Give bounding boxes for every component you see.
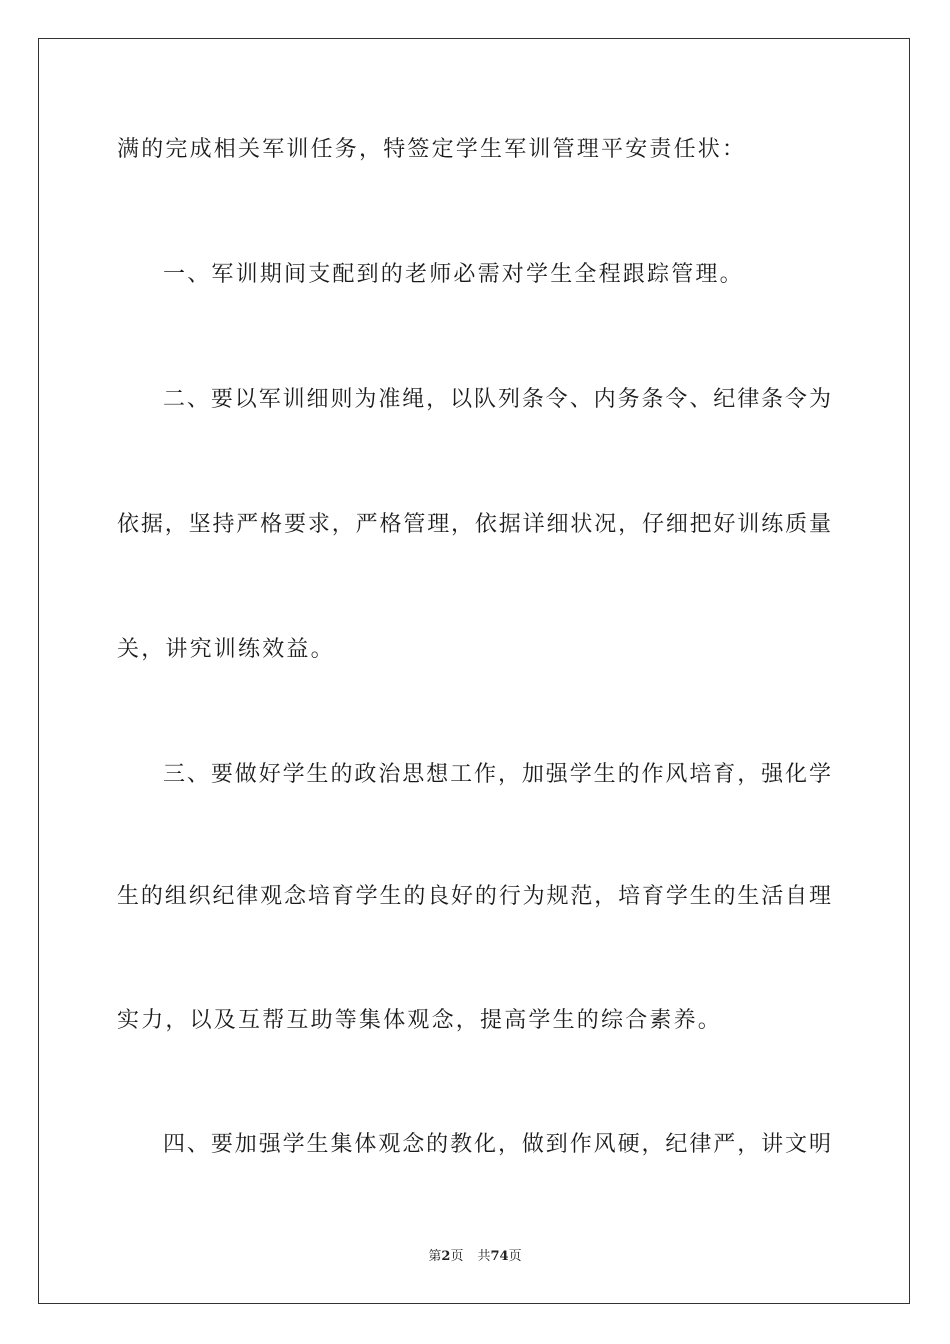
text-line-8: 实力，以及互帮互助等集体观念，提高学生的综合素养。: [117, 1008, 723, 1033]
text-line-6: 三、要做好学生的政治思想工作，加强学生的作风培育，强化学: [163, 762, 831, 787]
text-line-3: 二、要以军训细则为准绳，以队列条令、内务条令、纪律条令为: [163, 387, 831, 412]
text-line-9: 四、要加强学生集体观念的教化，做到作风硬，纪律严，讲文明: [163, 1132, 831, 1157]
total-suffix: 页: [508, 1249, 522, 1264]
text-line-1: 满的完成相关军训任务，特签定学生军训管理平安责任状：: [117, 137, 747, 162]
text-line-2: 一、军训期间支配到的老师必需对学生全程跟踪管理。: [163, 262, 744, 287]
page-footer: [0, 1245, 950, 1264]
page-suffix: 页: [450, 1249, 464, 1264]
text-line-4: 依据，坚持严格要求，严格管理，依据详细状况，仔细把好训练质量: [117, 512, 831, 537]
page-frame: [38, 38, 910, 1304]
text-line-5: 关，讲究训练效益。: [117, 637, 335, 662]
page-prefix: 第: [428, 1249, 442, 1264]
total-prefix: 共: [477, 1249, 491, 1264]
page-number: 2: [441, 1249, 451, 1264]
text-line-7: 生的组织纪律观念培育学生的良好的行为规范，培育学生的生活自理: [117, 884, 831, 909]
total-pages: 74: [490, 1249, 509, 1264]
